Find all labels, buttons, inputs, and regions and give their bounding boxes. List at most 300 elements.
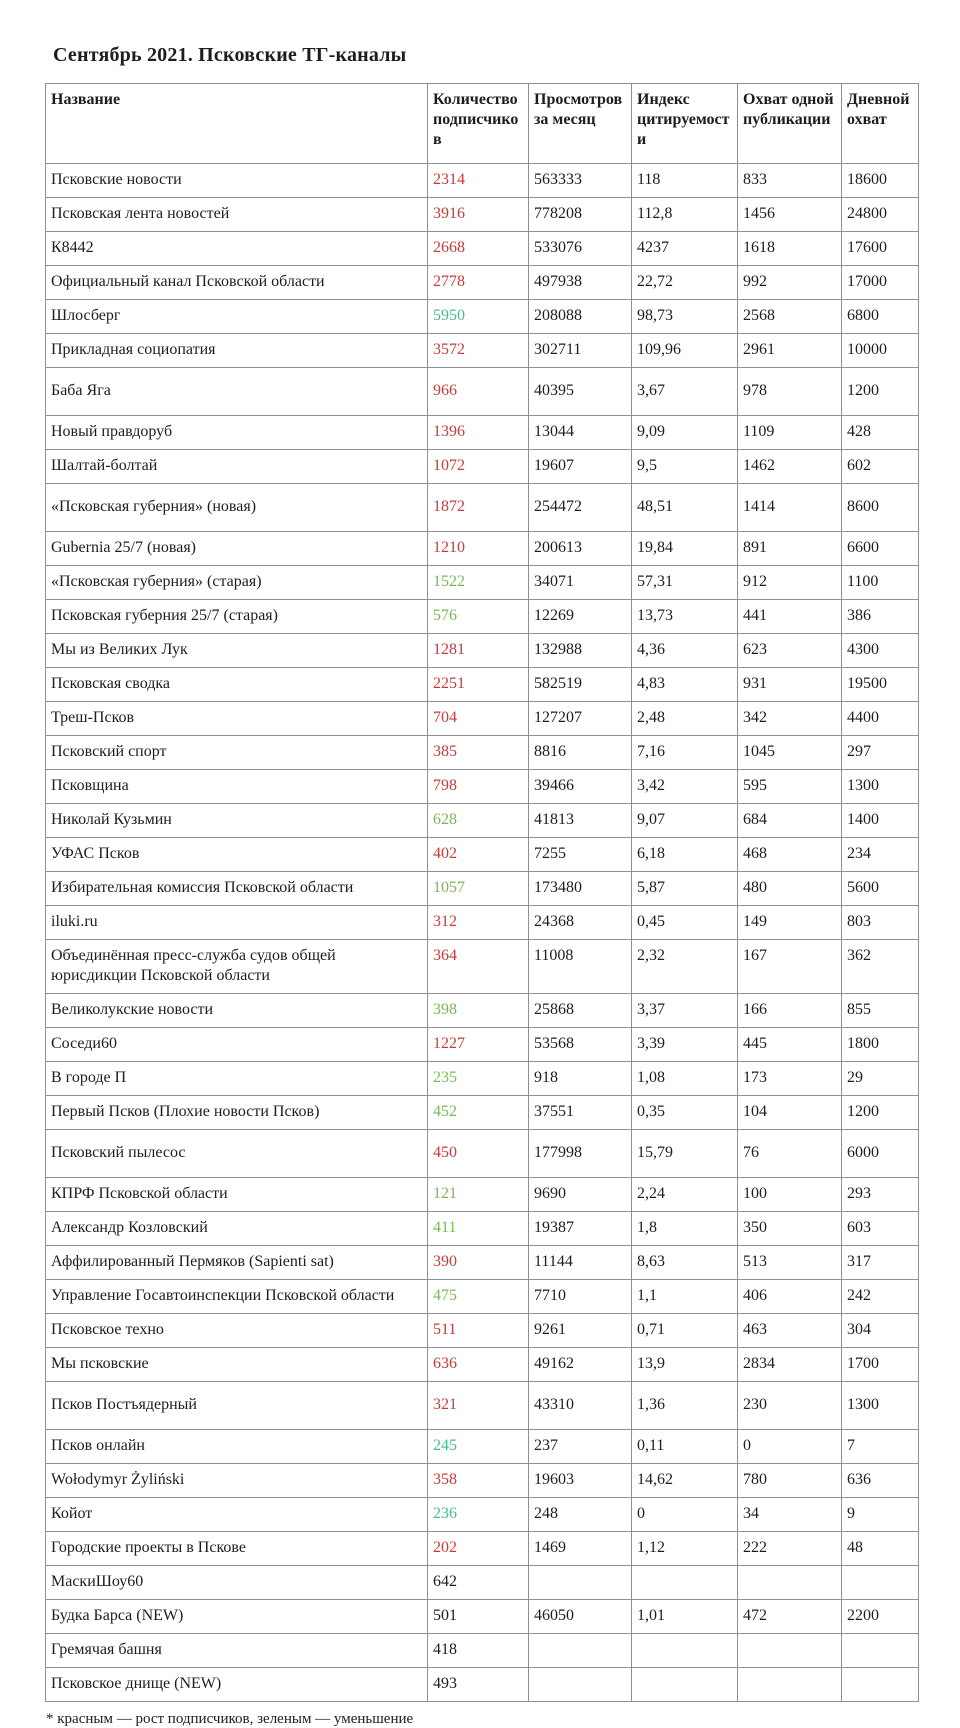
cell-post-reach: 166 bbox=[738, 994, 842, 1028]
table-row bbox=[46, 940, 919, 994]
cell-daily-reach: 602 bbox=[842, 450, 919, 484]
cell-channel-name: Избирательная комиссия Псковской области bbox=[46, 872, 428, 906]
cell-channel-name: Псковское техно bbox=[46, 1314, 428, 1348]
cell-subscribers: 1057 bbox=[428, 872, 529, 906]
cell-subscribers: 1210 bbox=[428, 532, 529, 566]
cell-citation-index: 6,18 bbox=[632, 838, 738, 872]
cell-subscribers: 966 bbox=[428, 368, 529, 416]
cell-post-reach: 230 bbox=[738, 1382, 842, 1430]
cell-channel-name: Управление Госавтоинспекции Псковской области bbox=[46, 1280, 428, 1314]
table-header-row bbox=[46, 84, 919, 164]
cell-daily-reach: 10000 bbox=[842, 334, 919, 368]
cell-views: 248 bbox=[529, 1498, 632, 1532]
cell-subscribers: 2251 bbox=[428, 668, 529, 702]
cell-post-reach: 350 bbox=[738, 1212, 842, 1246]
cell-post-reach: 0 bbox=[738, 1430, 842, 1464]
cell-daily-reach: 24800 bbox=[842, 198, 919, 232]
cell-subscribers: 321 bbox=[428, 1382, 529, 1430]
cell-channel-name: Wołodymyr Żyliński bbox=[46, 1464, 428, 1498]
table-row bbox=[46, 368, 919, 416]
cell-daily-reach: 5600 bbox=[842, 872, 919, 906]
cell-views: 19603 bbox=[529, 1464, 632, 1498]
cell-post-reach: 76 bbox=[738, 1130, 842, 1178]
cell-subscribers: 628 bbox=[428, 804, 529, 838]
cell-citation-index: 13,73 bbox=[632, 600, 738, 634]
cell-citation-index: 98,73 bbox=[632, 300, 738, 334]
cell-daily-reach: 6800 bbox=[842, 300, 919, 334]
column-header-post-reach: Охват одной публикации bbox=[738, 84, 842, 164]
column-header-daily-reach: Дневной охват bbox=[842, 84, 919, 164]
table-row bbox=[46, 232, 919, 266]
cell-daily-reach: 1700 bbox=[842, 1348, 919, 1382]
cell-post-reach: 931 bbox=[738, 668, 842, 702]
table-row bbox=[46, 532, 919, 566]
cell-subscribers: 245 bbox=[428, 1430, 529, 1464]
cell-post-reach: 167 bbox=[738, 940, 842, 994]
column-header-name: Название bbox=[46, 84, 428, 164]
cell-daily-reach: 1200 bbox=[842, 1096, 919, 1130]
cell-post-reach bbox=[738, 1668, 842, 1702]
table-row bbox=[46, 1178, 919, 1212]
cell-subscribers: 402 bbox=[428, 838, 529, 872]
cell-views: 132988 bbox=[529, 634, 632, 668]
cell-channel-name: УФАС Псков bbox=[46, 838, 428, 872]
cell-views: 43310 bbox=[529, 1382, 632, 1430]
cell-views: 127207 bbox=[529, 702, 632, 736]
cell-views: 40395 bbox=[529, 368, 632, 416]
cell-citation-index: 3,67 bbox=[632, 368, 738, 416]
cell-citation-index: 8,63 bbox=[632, 1246, 738, 1280]
cell-daily-reach: 603 bbox=[842, 1212, 919, 1246]
cell-views: 254472 bbox=[529, 484, 632, 532]
cell-citation-index: 19,84 bbox=[632, 532, 738, 566]
cell-channel-name: Баба Яга bbox=[46, 368, 428, 416]
cell-daily-reach: 48 bbox=[842, 1532, 919, 1566]
table-row bbox=[46, 1246, 919, 1280]
table-row bbox=[46, 164, 919, 198]
cell-views: 1469 bbox=[529, 1532, 632, 1566]
cell-views: 778208 bbox=[529, 198, 632, 232]
cell-subscribers: 364 bbox=[428, 940, 529, 994]
cell-citation-index: 13,9 bbox=[632, 1348, 738, 1382]
channels-table bbox=[45, 83, 919, 1702]
cell-views: 49162 bbox=[529, 1348, 632, 1382]
cell-daily-reach: 1800 bbox=[842, 1028, 919, 1062]
table-row bbox=[46, 1062, 919, 1096]
table-row bbox=[46, 804, 919, 838]
cell-views: 497938 bbox=[529, 266, 632, 300]
cell-views: 533076 bbox=[529, 232, 632, 266]
table-row bbox=[46, 566, 919, 600]
cell-channel-name: Псковская сводка bbox=[46, 668, 428, 702]
cell-citation-index: 5,87 bbox=[632, 872, 738, 906]
table-row bbox=[46, 1634, 919, 1668]
cell-post-reach: 480 bbox=[738, 872, 842, 906]
cell-citation-index: 2,24 bbox=[632, 1178, 738, 1212]
cell-citation-index: 1,12 bbox=[632, 1532, 738, 1566]
cell-subscribers: 235 bbox=[428, 1062, 529, 1096]
table-row bbox=[46, 484, 919, 532]
cell-channel-name: Псковский спорт bbox=[46, 736, 428, 770]
cell-views: 918 bbox=[529, 1062, 632, 1096]
table-header bbox=[46, 84, 919, 164]
cell-subscribers: 1872 bbox=[428, 484, 529, 532]
cell-subscribers: 452 bbox=[428, 1096, 529, 1130]
cell-post-reach: 513 bbox=[738, 1246, 842, 1280]
cell-daily-reach: 428 bbox=[842, 416, 919, 450]
cell-citation-index: 22,72 bbox=[632, 266, 738, 300]
table-row bbox=[46, 1212, 919, 1246]
cell-daily-reach: 242 bbox=[842, 1280, 919, 1314]
cell-views: 8816 bbox=[529, 736, 632, 770]
table-row bbox=[46, 1566, 919, 1600]
cell-subscribers: 2668 bbox=[428, 232, 529, 266]
cell-views: 177998 bbox=[529, 1130, 632, 1178]
cell-subscribers: 475 bbox=[428, 1280, 529, 1314]
column-header-subscribers: Количество подписчиков bbox=[428, 84, 529, 164]
table-row bbox=[46, 450, 919, 484]
cell-daily-reach: 17000 bbox=[842, 266, 919, 300]
cell-citation-index: 1,8 bbox=[632, 1212, 738, 1246]
table-row bbox=[46, 266, 919, 300]
cell-channel-name: Мы из Великих Лук bbox=[46, 634, 428, 668]
cell-post-reach: 441 bbox=[738, 600, 842, 634]
cell-channel-name: МаскиШоу60 bbox=[46, 1566, 428, 1600]
cell-subscribers: 411 bbox=[428, 1212, 529, 1246]
cell-views: 9690 bbox=[529, 1178, 632, 1212]
cell-channel-name: Будка Барса (NEW) bbox=[46, 1600, 428, 1634]
cell-citation-index: 48,51 bbox=[632, 484, 738, 532]
cell-subscribers: 1072 bbox=[428, 450, 529, 484]
table-row bbox=[46, 906, 919, 940]
cell-views: 237 bbox=[529, 1430, 632, 1464]
cell-daily-reach: 636 bbox=[842, 1464, 919, 1498]
cell-daily-reach: 317 bbox=[842, 1246, 919, 1280]
cell-views: 19387 bbox=[529, 1212, 632, 1246]
cell-daily-reach: 304 bbox=[842, 1314, 919, 1348]
cell-daily-reach: 1300 bbox=[842, 770, 919, 804]
cell-views: 302711 bbox=[529, 334, 632, 368]
cell-daily-reach: 4400 bbox=[842, 702, 919, 736]
cell-daily-reach: 7 bbox=[842, 1430, 919, 1464]
table-row bbox=[46, 1430, 919, 1464]
table-row bbox=[46, 1600, 919, 1634]
cell-views: 7255 bbox=[529, 838, 632, 872]
cell-citation-index: 1,1 bbox=[632, 1280, 738, 1314]
cell-post-reach: 623 bbox=[738, 634, 842, 668]
table-row bbox=[46, 770, 919, 804]
cell-channel-name: Псковский пылесос bbox=[46, 1130, 428, 1178]
cell-citation-index: 3,42 bbox=[632, 770, 738, 804]
cell-views: 12269 bbox=[529, 600, 632, 634]
cell-daily-reach: 1100 bbox=[842, 566, 919, 600]
cell-views: 37551 bbox=[529, 1096, 632, 1130]
cell-post-reach: 472 bbox=[738, 1600, 842, 1634]
cell-subscribers: 511 bbox=[428, 1314, 529, 1348]
cell-views: 46050 bbox=[529, 1600, 632, 1634]
table-row bbox=[46, 416, 919, 450]
cell-subscribers: 398 bbox=[428, 994, 529, 1028]
column-header-citation-index: Индекс цитируемости bbox=[632, 84, 738, 164]
cell-views: 11144 bbox=[529, 1246, 632, 1280]
cell-daily-reach: 6600 bbox=[842, 532, 919, 566]
cell-channel-name: Псков Постъядерный bbox=[46, 1382, 428, 1430]
cell-channel-name: Мы псковские bbox=[46, 1348, 428, 1382]
cell-channel-name: Соседи60 bbox=[46, 1028, 428, 1062]
cell-post-reach: 2568 bbox=[738, 300, 842, 334]
cell-channel-name: Объединённая пресс-служба судов общей юрисдикции Псковской области bbox=[46, 940, 428, 994]
cell-daily-reach: 855 bbox=[842, 994, 919, 1028]
cell-subscribers: 2778 bbox=[428, 266, 529, 300]
cell-daily-reach: 19500 bbox=[842, 668, 919, 702]
cell-views: 563333 bbox=[529, 164, 632, 198]
cell-subscribers: 121 bbox=[428, 1178, 529, 1212]
cell-channel-name: Новый правдоруб bbox=[46, 416, 428, 450]
table-row bbox=[46, 198, 919, 232]
cell-subscribers: 1396 bbox=[428, 416, 529, 450]
cell-citation-index: 0,45 bbox=[632, 906, 738, 940]
cell-channel-name: К8442 bbox=[46, 232, 428, 266]
cell-post-reach: 1456 bbox=[738, 198, 842, 232]
cell-channel-name: Псковщина bbox=[46, 770, 428, 804]
table-row bbox=[46, 838, 919, 872]
cell-channel-name: Псковское днище (NEW) bbox=[46, 1668, 428, 1702]
table-row bbox=[46, 1348, 919, 1382]
cell-daily-reach: 9 bbox=[842, 1498, 919, 1532]
cell-subscribers: 390 bbox=[428, 1246, 529, 1280]
cell-subscribers: 642 bbox=[428, 1566, 529, 1600]
cell-post-reach: 1045 bbox=[738, 736, 842, 770]
cell-post-reach: 463 bbox=[738, 1314, 842, 1348]
table-row bbox=[46, 1498, 919, 1532]
cell-subscribers: 798 bbox=[428, 770, 529, 804]
cell-post-reach: 891 bbox=[738, 532, 842, 566]
page-title: Сентябрь 2021. Псковские ТГ-каналы bbox=[53, 44, 407, 66]
cell-citation-index bbox=[632, 1634, 738, 1668]
cell-views: 25868 bbox=[529, 994, 632, 1028]
cell-views bbox=[529, 1668, 632, 1702]
cell-citation-index: 9,07 bbox=[632, 804, 738, 838]
cell-post-reach: 1462 bbox=[738, 450, 842, 484]
cell-views: 200613 bbox=[529, 532, 632, 566]
cell-subscribers: 493 bbox=[428, 1668, 529, 1702]
cell-channel-name: Псковские новости bbox=[46, 164, 428, 198]
table-row bbox=[46, 334, 919, 368]
cell-subscribers: 418 bbox=[428, 1634, 529, 1668]
cell-channel-name: Прикладная социопатия bbox=[46, 334, 428, 368]
cell-channel-name: Койот bbox=[46, 1498, 428, 1532]
cell-daily-reach: 6000 bbox=[842, 1130, 919, 1178]
cell-channel-name: КПРФ Псковской области bbox=[46, 1178, 428, 1212]
cell-views: 41813 bbox=[529, 804, 632, 838]
cell-citation-index: 2,32 bbox=[632, 940, 738, 994]
cell-views: 53568 bbox=[529, 1028, 632, 1062]
cell-subscribers: 636 bbox=[428, 1348, 529, 1382]
table-row bbox=[46, 1028, 919, 1062]
cell-views: 582519 bbox=[529, 668, 632, 702]
cell-channel-name: Великолукские новости bbox=[46, 994, 428, 1028]
cell-daily-reach: 1400 bbox=[842, 804, 919, 838]
cell-post-reach: 173 bbox=[738, 1062, 842, 1096]
cell-views: 7710 bbox=[529, 1280, 632, 1314]
cell-subscribers: 385 bbox=[428, 736, 529, 770]
cell-post-reach: 104 bbox=[738, 1096, 842, 1130]
cell-daily-reach: 29 bbox=[842, 1062, 919, 1096]
table-body bbox=[46, 164, 919, 1702]
cell-post-reach: 406 bbox=[738, 1280, 842, 1314]
cell-channel-name: В городе П bbox=[46, 1062, 428, 1096]
cell-views: 11008 bbox=[529, 940, 632, 994]
cell-subscribers: 1522 bbox=[428, 566, 529, 600]
cell-channel-name: «Псковская губерния» (старая) bbox=[46, 566, 428, 600]
cell-channel-name: Псковская губерния 25/7 (старая) bbox=[46, 600, 428, 634]
cell-channel-name: Шалтай-болтай bbox=[46, 450, 428, 484]
cell-subscribers: 5950 bbox=[428, 300, 529, 334]
cell-views bbox=[529, 1566, 632, 1600]
footnote: * красным — рост подписчиков, зеленым — уменьшение bbox=[46, 1711, 414, 1727]
table-row bbox=[46, 702, 919, 736]
cell-views: 208088 bbox=[529, 300, 632, 334]
cell-citation-index: 1,08 bbox=[632, 1062, 738, 1096]
cell-subscribers: 236 bbox=[428, 1498, 529, 1532]
cell-citation-index: 2,48 bbox=[632, 702, 738, 736]
cell-citation-index: 3,37 bbox=[632, 994, 738, 1028]
cell-channel-name: Псков онлайн bbox=[46, 1430, 428, 1464]
cell-views: 24368 bbox=[529, 906, 632, 940]
cell-post-reach: 342 bbox=[738, 702, 842, 736]
cell-channel-name: Первый Псков (Плохие новости Псков) bbox=[46, 1096, 428, 1130]
table-row bbox=[46, 300, 919, 334]
table-row bbox=[46, 634, 919, 668]
cell-daily-reach: 803 bbox=[842, 906, 919, 940]
cell-citation-index: 0 bbox=[632, 1498, 738, 1532]
cell-citation-index: 4,83 bbox=[632, 668, 738, 702]
cell-channel-name: Городские проекты в Пскове bbox=[46, 1532, 428, 1566]
cell-views: 13044 bbox=[529, 416, 632, 450]
cell-daily-reach: 293 bbox=[842, 1178, 919, 1212]
cell-citation-index bbox=[632, 1566, 738, 1600]
cell-subscribers: 2314 bbox=[428, 164, 529, 198]
table-row bbox=[46, 668, 919, 702]
column-header-views: Просмотров за месяц bbox=[529, 84, 632, 164]
cell-channel-name: Шлосберг bbox=[46, 300, 428, 334]
cell-post-reach: 992 bbox=[738, 266, 842, 300]
cell-subscribers: 1227 bbox=[428, 1028, 529, 1062]
table-row bbox=[46, 1314, 919, 1348]
cell-citation-index: 4237 bbox=[632, 232, 738, 266]
cell-subscribers: 704 bbox=[428, 702, 529, 736]
cell-subscribers: 3572 bbox=[428, 334, 529, 368]
cell-daily-reach: 362 bbox=[842, 940, 919, 994]
cell-channel-name: iluki.ru bbox=[46, 906, 428, 940]
table-row bbox=[46, 600, 919, 634]
cell-subscribers: 450 bbox=[428, 1130, 529, 1178]
cell-daily-reach: 18600 bbox=[842, 164, 919, 198]
cell-post-reach: 1618 bbox=[738, 232, 842, 266]
cell-citation-index: 7,16 bbox=[632, 736, 738, 770]
cell-daily-reach: 297 bbox=[842, 736, 919, 770]
cell-channel-name: Гремячая башня bbox=[46, 1634, 428, 1668]
cell-views bbox=[529, 1634, 632, 1668]
cell-post-reach: 684 bbox=[738, 804, 842, 838]
cell-views: 9261 bbox=[529, 1314, 632, 1348]
cell-subscribers: 501 bbox=[428, 1600, 529, 1634]
cell-subscribers: 576 bbox=[428, 600, 529, 634]
cell-post-reach: 912 bbox=[738, 566, 842, 600]
cell-views: 39466 bbox=[529, 770, 632, 804]
cell-views: 173480 bbox=[529, 872, 632, 906]
cell-post-reach: 595 bbox=[738, 770, 842, 804]
table-row bbox=[46, 1464, 919, 1498]
cell-daily-reach: 1300 bbox=[842, 1382, 919, 1430]
cell-daily-reach: 17600 bbox=[842, 232, 919, 266]
cell-daily-reach: 234 bbox=[842, 838, 919, 872]
cell-channel-name: Аффилированный Пермяков (Sapienti sat) bbox=[46, 1246, 428, 1280]
cell-post-reach: 100 bbox=[738, 1178, 842, 1212]
cell-channel-name: Александр Козловский bbox=[46, 1212, 428, 1246]
cell-post-reach: 222 bbox=[738, 1532, 842, 1566]
cell-citation-index: 4,36 bbox=[632, 634, 738, 668]
cell-channel-name: Треш-Псков bbox=[46, 702, 428, 736]
table-row bbox=[46, 1668, 919, 1702]
cell-daily-reach: 4300 bbox=[842, 634, 919, 668]
cell-channel-name: Николай Кузьмин bbox=[46, 804, 428, 838]
cell-post-reach: 1109 bbox=[738, 416, 842, 450]
cell-post-reach: 833 bbox=[738, 164, 842, 198]
cell-channel-name: Официальный канал Псковской области bbox=[46, 266, 428, 300]
table-row bbox=[46, 736, 919, 770]
cell-daily-reach: 386 bbox=[842, 600, 919, 634]
cell-post-reach bbox=[738, 1566, 842, 1600]
cell-citation-index: 14,62 bbox=[632, 1464, 738, 1498]
cell-post-reach: 34 bbox=[738, 1498, 842, 1532]
cell-daily-reach bbox=[842, 1566, 919, 1600]
table-row bbox=[46, 994, 919, 1028]
cell-channel-name: «Псковская губерния» (новая) bbox=[46, 484, 428, 532]
cell-daily-reach bbox=[842, 1634, 919, 1668]
cell-post-reach: 1414 bbox=[738, 484, 842, 532]
cell-subscribers: 1281 bbox=[428, 634, 529, 668]
cell-post-reach: 780 bbox=[738, 1464, 842, 1498]
table-row bbox=[46, 1096, 919, 1130]
cell-post-reach: 2961 bbox=[738, 334, 842, 368]
cell-post-reach: 2834 bbox=[738, 1348, 842, 1382]
table-row bbox=[46, 1130, 919, 1178]
cell-citation-index: 0,71 bbox=[632, 1314, 738, 1348]
cell-subscribers: 3916 bbox=[428, 198, 529, 232]
table-row bbox=[46, 1382, 919, 1430]
cell-citation-index: 3,39 bbox=[632, 1028, 738, 1062]
cell-citation-index: 15,79 bbox=[632, 1130, 738, 1178]
cell-citation-index: 112,8 bbox=[632, 198, 738, 232]
cell-post-reach: 978 bbox=[738, 368, 842, 416]
cell-citation-index: 9,09 bbox=[632, 416, 738, 450]
table-row bbox=[46, 872, 919, 906]
table-row bbox=[46, 1532, 919, 1566]
cell-channel-name: Псковская лента новостей bbox=[46, 198, 428, 232]
cell-citation-index: 0,35 bbox=[632, 1096, 738, 1130]
cell-citation-index bbox=[632, 1668, 738, 1702]
cell-citation-index: 109,96 bbox=[632, 334, 738, 368]
table-row bbox=[46, 1280, 919, 1314]
cell-channel-name: Gubernia 25/7 (новая) bbox=[46, 532, 428, 566]
cell-citation-index: 118 bbox=[632, 164, 738, 198]
cell-daily-reach: 2200 bbox=[842, 1600, 919, 1634]
cell-post-reach bbox=[738, 1634, 842, 1668]
cell-post-reach: 149 bbox=[738, 906, 842, 940]
cell-post-reach: 468 bbox=[738, 838, 842, 872]
cell-subscribers: 358 bbox=[428, 1464, 529, 1498]
